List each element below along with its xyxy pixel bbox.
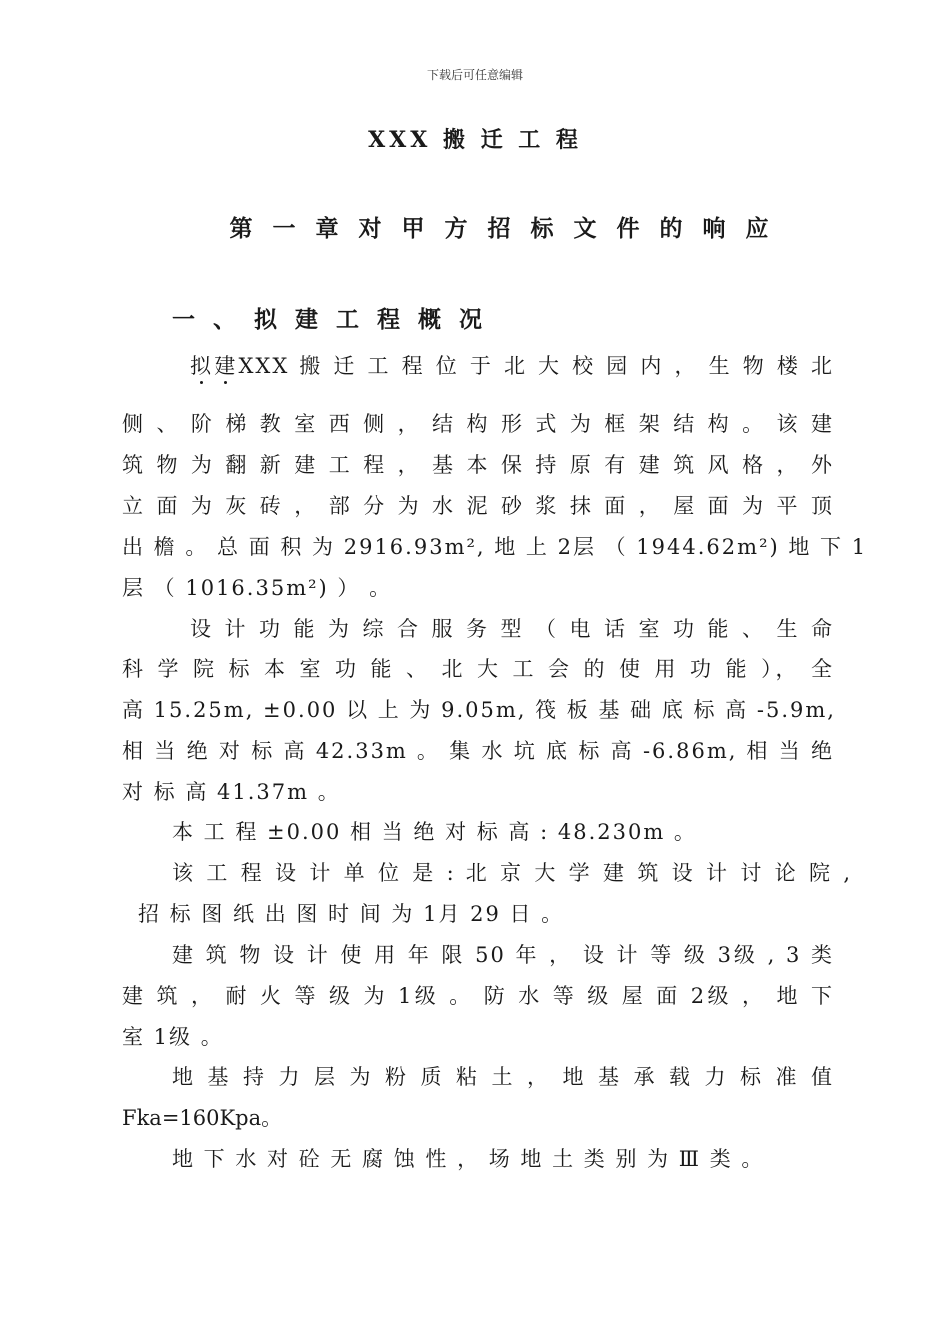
paragraph-line: 地 下 水 对 砼 无 腐 蚀 性 ， 场 地 土 类 别 为 Ⅲ 类 。 [172, 1147, 765, 1171]
paragraph-line: 建 筑 物 设 计 使 用 年 限 50 年 ， 设 计 等 级 3级 , 3 类 [172, 943, 834, 967]
emphasis-char: 建 [214, 354, 239, 378]
paragraph-line [190, 352, 834, 380]
paragraph-line: 该 工 程 设 计 单 位 是 : 北 京 大 学 建 筑 设 计 讨 论 院 , [172, 861, 852, 885]
paragraph-line: 对 标 高 41.37m 。 [122, 780, 341, 804]
paragraph-line: 立 面 为 灰 砖 ， 部 分 为 水 泥 砂 浆 抹 面 ， 屋 面 为 平 顶 [122, 494, 834, 518]
paragraph-line: 建 筑 ， 耐 火 等 级 为 1级 。 防 水 等 级 屋 面 2级 ， 地 下 [122, 984, 834, 1008]
paragraph-line: 本 工 程 ±0.00 相 当 绝 对 标 高 : 48.230m 。 [172, 820, 697, 844]
paragraph-line: 设 计 功 能 为 综 合 服 务 型 （ 电 话 室 功 能 、 生 命 [190, 617, 834, 641]
header-note: 下载后可任意编辑 [426, 68, 523, 82]
paragraph-line: 侧 、 阶 梯 教 室 西 侧 ， 结 构 形 式 为 框 架 结 构 。 该 建 [122, 412, 834, 436]
paragraph-line: 科 学 院 标 本 室 功 能 、 北 大 工 会 的 使 用 功 能 ）， 全 [122, 657, 834, 681]
paragraph-line: Fka=160Kpa。 [122, 1106, 283, 1130]
paragraph-line-text: XXX 搬 迁 工 程 位 于 北 大 校 园 内 ， 生 物 楼 北 [238, 354, 835, 378]
chapter-title: 第 一 章 对 甲 方 招 标 文 件 的 响 应 [229, 215, 775, 242]
paragraph-line: 高 15.25m, ±0.00 以 上 为 9.05m, 筏 板 基 础 底 标 高 -5.9m, [122, 698, 836, 722]
paragraph-line: 招 标 图 纸 出 图 时 间 为 1月 29 日 。 [138, 902, 565, 926]
paragraph-line: 相 当 绝 对 标 高 42.33m 。 集 水 坑 底 标 高 -6.86m, 相 当 绝 [122, 739, 834, 763]
document-title: XXX 搬 迁 工 程 [368, 127, 582, 153]
paragraph-line: 地 基 持 力 层 为 粉 质 粘 土 ， 地 基 承 载 力 标 准 值 [172, 1065, 834, 1089]
paragraph-line: 筑 物 为 翻 新 建 工 程 ， 基 本 保 持 原 有 建 筑 风 格 ， 外 [122, 453, 834, 477]
emphasis-char: 拟 [190, 354, 215, 378]
section-title: 一 、 拟 建 工 程 概 况 [172, 306, 488, 333]
paragraph-line: 层 （ 1016.35m²) ） 。 [122, 576, 393, 600]
paragraph-line: 出 檐 。 总 面 积 为 2916.93m², 地 上 2层 （ 1944.62m²) 地 下 1 [122, 535, 868, 559]
paragraph-line: 室 1级 。 [122, 1025, 224, 1049]
